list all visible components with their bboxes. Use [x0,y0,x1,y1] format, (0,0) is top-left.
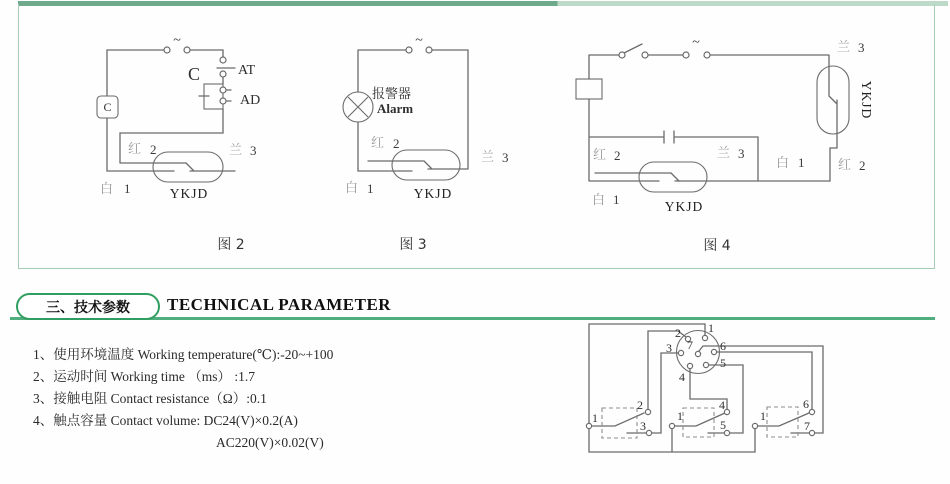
fig4-red-right-number: 2 [859,158,866,173]
pin-3-label: 3 [666,341,672,355]
fig2-caption: 图 2 [217,237,245,253]
fig2-c-label: C [187,64,201,84]
fig4-red-left-label: 红 [593,148,607,163]
switch2-top-label: 4 [719,398,725,412]
parameter-line: 4、触点容量 Contact volume: DC24(V)×0.2(A) [33,413,298,428]
fig3-device-label: YKJD [413,186,453,201]
switch1-common-label: 1 [592,411,598,425]
fig2-at-label: AT [238,63,256,78]
fig2-capacitor-label: C [103,100,112,114]
fig4-device-vertical-label: YKJD [859,80,874,120]
fig4-blue-top-label: 兰 [837,40,851,55]
fig4-white-right-number: 1 [798,155,805,170]
pin-6 [711,349,716,354]
section-pill-title: 三、技术参数 [46,299,130,316]
fig2-blue-wire-number: 3 [250,143,257,158]
fig2-blue-wire-label: 兰 [229,143,243,158]
fig4-red-left-number: 2 [614,148,621,163]
pin-7 [695,351,700,356]
pin-4-label: 4 [679,370,685,384]
fig3-alarm-en-label: Alarm [377,101,414,116]
fig2-white-wire-label: 白 [100,182,114,197]
fig3-white-wire-number: 1 [367,181,374,196]
pin-6-label: 6 [720,339,726,353]
switch3-common-label: 1 [760,409,766,423]
parameter-line: 3、接触电阻 Contact resistance（Ω）:0.1 [33,391,267,406]
fig3-blue-wire-number: 3 [502,150,509,165]
parameter-line-continuation: AC220(V)×0.02(V) [216,435,324,450]
fig4-device-label: YKJD [664,199,704,214]
parameter-line: 1、使用环境温度 Working temperature(℃):-20~+100 [33,347,334,362]
fig4-white-left-label: 白 [592,193,606,208]
fig3-alarm-cn-label: 报警器 [372,87,412,102]
fig3-white-wire-label: 白 [345,181,359,196]
fig3-ac-symbol: ~ [415,33,423,48]
pin-3 [678,350,683,355]
switch3-bottom-label: 7 [804,419,810,433]
switch1-bottom-label: 3 [640,419,646,433]
pin-5-label: 5 [720,356,726,370]
fig4-white-right-label: 白 [776,156,790,171]
pin-5 [703,362,708,367]
fig2-device-label: YKJD [169,186,209,201]
fig4-ac-symbol: ~ [692,35,700,50]
pin-7-label: 7 [687,338,693,352]
fig4-white-left-number: 1 [613,192,620,207]
switch2-bottom-label: 5 [720,418,726,432]
fig4-caption: 图 4 [703,238,731,254]
pin-1-label: 1 [708,321,714,335]
section-pill [16,293,160,320]
pin-1 [702,335,707,340]
fig2-red-wire-label: 红 [128,142,142,157]
fig4-blue-mid-number: 3 [738,146,745,161]
pin-2-label: 2 [675,326,681,340]
fig4-blue-mid-label: 兰 [717,146,731,161]
fig3-red-wire-label: 红 [371,136,385,151]
fig2-ac-symbol: ~ [173,33,181,48]
fig2-red-wire-number: 2 [150,142,157,157]
switch2-common-label: 1 [677,409,683,423]
fig4-red-right-label: 红 [838,158,852,173]
fig3-red-wire-number: 2 [393,136,400,151]
fig2-ad-label: AD [240,93,261,108]
fig4-blue-top-number: 3 [858,40,865,55]
connector-wiring [586,324,823,452]
parameter-line: 2、运动时间 Working time （ms） :1.7 [33,369,256,384]
pin-4 [687,363,692,368]
fig3-caption: 图 3 [399,237,427,253]
connector-labels [592,321,810,433]
switch3-top-label: 6 [803,397,809,411]
switch1-top-label: 2 [637,398,643,412]
fig3-blue-wire-label: 兰 [481,150,495,165]
fig2-white-wire-number: 1 [124,181,131,196]
section-title: TECHNICAL PARAMETER [167,295,392,314]
